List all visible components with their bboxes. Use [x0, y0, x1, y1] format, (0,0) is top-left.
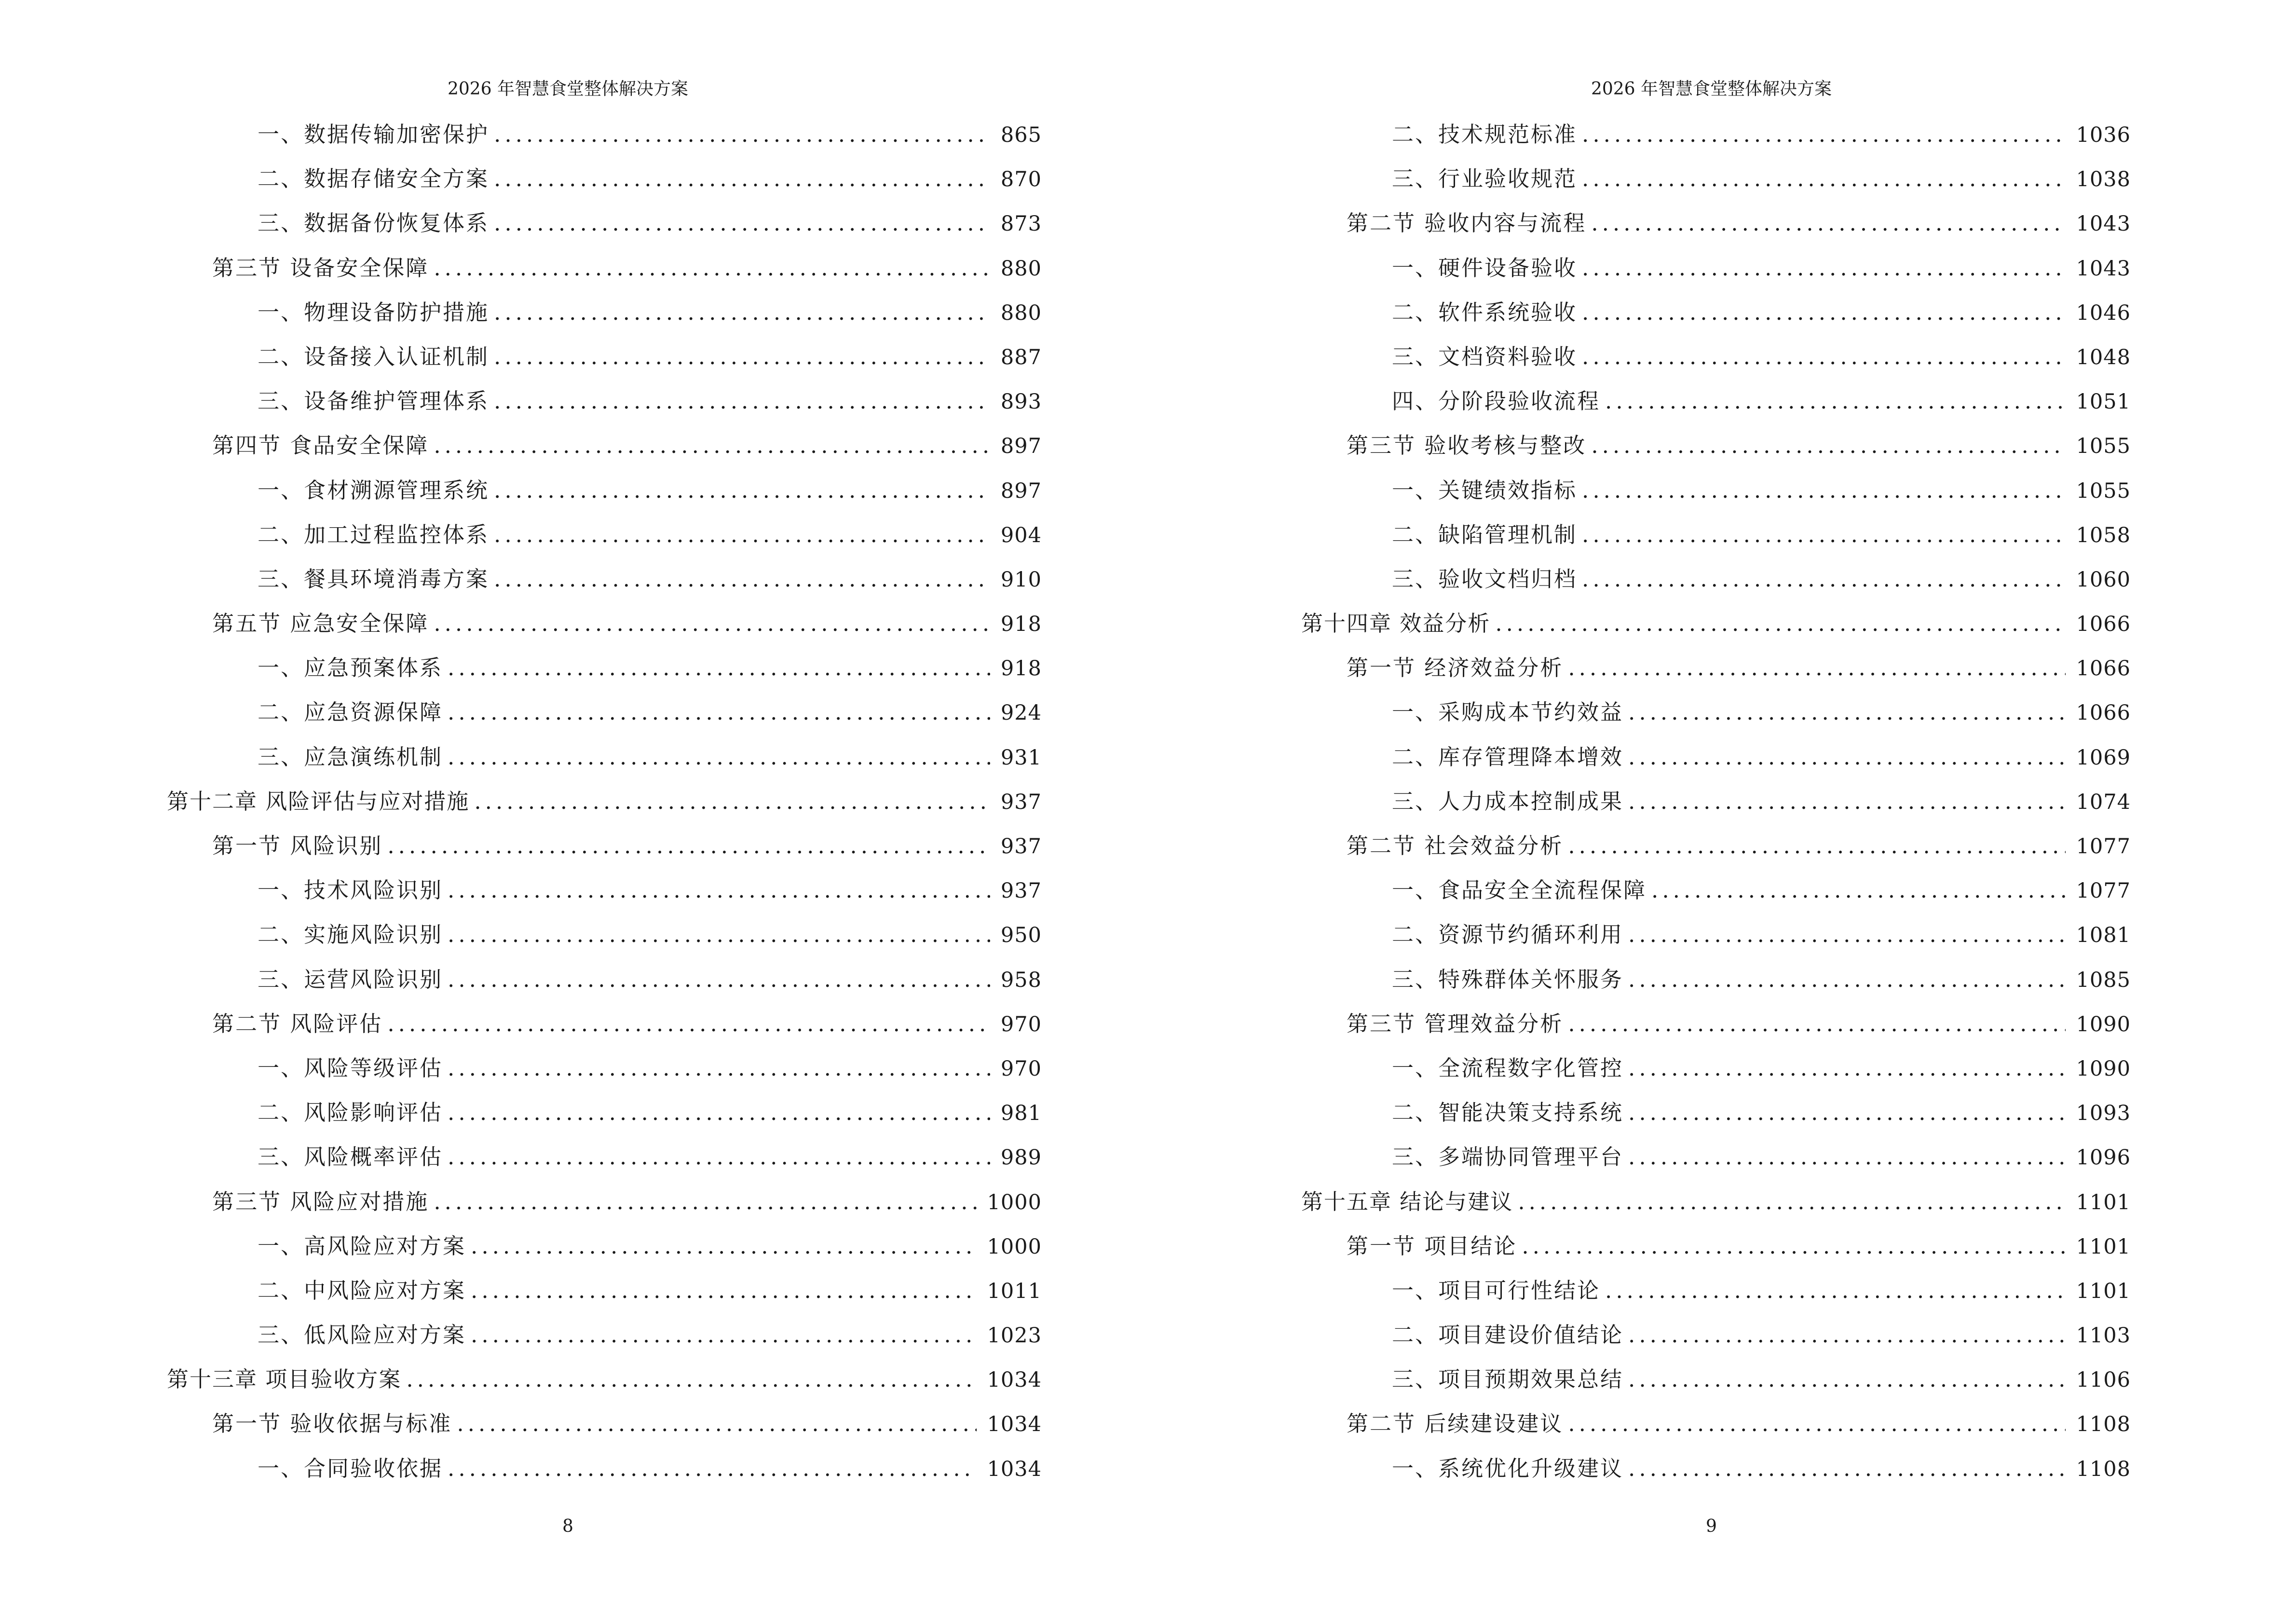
toc-entry-page-number: 1036	[2076, 123, 2131, 147]
toc-dot-leader	[1628, 1142, 2066, 1172]
toc-entry-title: 一、食材溯源管理系统	[258, 477, 490, 503]
page-number: 9	[1706, 1516, 1717, 1536]
toc-entry[interactable]	[1301, 1454, 2131, 1498]
toc-entry-page-number: 950	[1000, 923, 1042, 948]
toc-entry-title: 一、采购成本节约效益	[1392, 699, 1624, 725]
toc-entry-page-number: 897	[1000, 478, 1042, 503]
toc-entry-page-number: 1101	[2076, 1279, 2131, 1303]
toc-entry-title: 二、中风险应对方案	[258, 1277, 466, 1303]
toc-entry-page-number: 1108	[2076, 1412, 2131, 1437]
toc-entry[interactable]	[1301, 1009, 2131, 1053]
toc-dot-leader	[1582, 120, 2066, 150]
toc-entry-title: 一、硬件设备验收	[1392, 255, 1578, 281]
toc-entry-page-number: 1000	[987, 1190, 1042, 1215]
toc-dot-leader	[1568, 831, 2065, 861]
toc-entry-title: 二、库存管理降本增效	[1392, 744, 1624, 770]
toc-entry-title: 第十五章 结论与建议	[1301, 1188, 1513, 1215]
toc-entry[interactable]	[167, 520, 1042, 564]
toc-entry-title: 三、特殊群体关怀服务	[1392, 966, 1624, 992]
toc-dot-leader	[434, 253, 990, 283]
toc-entry-page-number: 1055	[2076, 434, 2131, 459]
toc-entry[interactable]	[167, 831, 1042, 875]
toc-dot-leader	[471, 1320, 977, 1350]
toc-entry[interactable]	[1301, 1142, 2131, 1187]
toc-entry[interactable]	[1301, 697, 2131, 742]
toc-entry-page-number: 1043	[2076, 256, 2131, 281]
toc-entry-page-number: 981	[1000, 1101, 1042, 1126]
toc-dot-leader	[448, 920, 990, 950]
toc-entry-title: 二、缺陷管理机制	[1392, 521, 1578, 547]
toc-entry-title: 第四节 食品安全保障	[212, 433, 429, 459]
toc-dot-leader	[406, 1365, 976, 1394]
toc-entry[interactable]	[167, 298, 1042, 342]
toc-entry[interactable]	[167, 1409, 1042, 1453]
toc-entry[interactable]	[1301, 520, 2131, 564]
page-number: 8	[562, 1516, 573, 1536]
toc-entry-page-number: 918	[1000, 612, 1042, 637]
toc-dot-leader	[1582, 564, 2066, 594]
toc-entry[interactable]	[167, 609, 1042, 653]
toc-entry-page-number: 1058	[2076, 523, 2131, 547]
toc-dot-leader	[1628, 1053, 2066, 1083]
toc-entry-page-number: 1074	[2076, 790, 2131, 814]
toc-entry[interactable]	[1301, 476, 2131, 520]
toc-entry-title: 二、设备接入认证机制	[258, 343, 490, 369]
toc-dot-leader	[457, 1409, 976, 1439]
toc-dot-leader	[1568, 1009, 2065, 1039]
toc-entry[interactable]	[167, 1320, 1042, 1365]
toc-dot-leader	[1605, 386, 2066, 416]
toc-dot-leader	[1495, 609, 2065, 639]
toc-entry[interactable]	[167, 564, 1042, 609]
toc-entry[interactable]	[167, 342, 1042, 386]
toc-entry[interactable]	[167, 208, 1042, 253]
toc-entry[interactable]	[1301, 253, 2131, 298]
toc-entry-page-number: 865	[1000, 123, 1042, 147]
toc-entry[interactable]	[167, 1454, 1042, 1498]
toc-entry-title: 第一节 经济效益分析	[1347, 655, 1564, 681]
toc-entry-title: 一、全流程数字化管控	[1392, 1055, 1624, 1081]
toc-entry-page-number: 1108	[2076, 1457, 2131, 1481]
toc-entry[interactable]	[1301, 431, 2131, 475]
toc-entry[interactable]	[1301, 342, 2131, 386]
toc-entry-title: 一、合同验收依据	[258, 1455, 443, 1481]
toc-entry[interactable]	[167, 164, 1042, 208]
toc-dot-leader	[494, 520, 990, 550]
toc-entry[interactable]	[1301, 164, 2131, 208]
toc-entry-title: 三、应急演练机制	[258, 744, 443, 770]
toc-entry-page-number: 1055	[2076, 478, 2131, 503]
toc-dot-leader	[1582, 520, 2066, 550]
toc-entry[interactable]	[1301, 1320, 2131, 1365]
toc-entry-page-number: 1034	[987, 1457, 1042, 1481]
toc-entry[interactable]	[167, 431, 1042, 475]
toc-entry-title: 一、技术风险识别	[258, 877, 443, 903]
toc-entry-title: 二、实施风险识别	[258, 922, 443, 948]
toc-entry-page-number: 880	[1000, 256, 1042, 281]
toc-entry-title: 三、文档资料验收	[1392, 343, 1578, 369]
toc-dot-leader	[1568, 653, 2065, 683]
toc-entry-title: 二、技术规范标准	[1392, 122, 1578, 147]
toc-entry-page-number: 910	[1000, 567, 1042, 592]
toc-dot-leader	[1628, 920, 2066, 950]
toc-entry-page-number: 1077	[2076, 879, 2131, 903]
toc-entry-title: 二、项目建设价值结论	[1392, 1322, 1624, 1348]
toc-entry-title: 三、低风险应对方案	[258, 1322, 466, 1348]
toc-entry-title: 第二节 后续建设建议	[1347, 1411, 1564, 1437]
toc-entry[interactable]	[1301, 1231, 2131, 1276]
toc-dot-leader	[471, 1276, 977, 1306]
toc-entry[interactable]	[1301, 386, 2131, 431]
toc-entry-page-number: 1066	[2076, 656, 2131, 681]
toc-entry-title: 二、加工过程监控体系	[258, 521, 490, 547]
toc-entry-title: 第十三章 项目验收方案	[167, 1366, 402, 1392]
toc-entry[interactable]	[167, 742, 1042, 787]
toc-dot-leader	[448, 965, 990, 995]
toc-entry[interactable]	[1301, 787, 2131, 831]
toc-entry[interactable]	[167, 787, 1042, 831]
toc-entry-page-number: 1069	[2076, 745, 2131, 770]
toc-entry-title: 一、食品安全全流程保障	[1392, 877, 1647, 903]
toc-dot-leader	[1518, 1187, 2065, 1217]
toc-entry-page-number: 931	[1000, 745, 1042, 770]
toc-entry-page-number: 937	[1000, 834, 1042, 859]
toc-entry-title: 第一节 项目结论	[1347, 1233, 1517, 1259]
toc-entry-title: 三、多端协同管理平台	[1392, 1144, 1624, 1170]
toc-entry-title: 第二节 社会效益分析	[1347, 833, 1564, 859]
toc-dot-leader	[1628, 1320, 2066, 1350]
toc-entry-page-number: 1093	[2076, 1101, 2131, 1126]
toc-entry[interactable]	[1301, 1053, 2131, 1098]
toc-entry-page-number: 1090	[2076, 1012, 2131, 1037]
toc-dot-leader	[494, 208, 990, 238]
toc-entry-title: 第三节 设备安全保障	[212, 255, 429, 281]
toc-dot-leader	[494, 164, 990, 194]
toc-entry-page-number: 1066	[2076, 612, 2131, 637]
toc-entry-page-number: 1034	[987, 1368, 1042, 1392]
toc-entry-page-number: 1043	[2076, 212, 2131, 236]
toc-entry[interactable]	[167, 1098, 1042, 1142]
toc-dot-leader	[1605, 1276, 2066, 1306]
toc-entry[interactable]	[1301, 831, 2131, 875]
toc-dot-leader	[1582, 476, 2066, 505]
toc-dot-leader	[434, 609, 990, 639]
toc-entry-title: 第十四章 效益分析	[1301, 611, 1491, 637]
page-header: 2026 年智慧食堂整体解决方案	[447, 79, 689, 99]
toc-entry-page-number: 958	[1000, 968, 1042, 992]
toc-dot-leader	[471, 1231, 977, 1261]
toc-dot-leader	[387, 1009, 990, 1039]
toc-dot-leader	[448, 697, 990, 727]
toc-entry[interactable]	[1301, 298, 2131, 342]
right-page	[1144, 0, 2287, 1624]
toc-dot-leader	[1628, 1365, 2066, 1394]
toc-entry[interactable]	[1301, 1365, 2131, 1409]
toc-entry-title: 第十二章 风险评估与应对措施	[167, 788, 470, 814]
toc-entry-title: 第一节 验收依据与标准	[212, 1411, 452, 1437]
toc-entry[interactable]	[167, 120, 1042, 164]
toc-entry-title: 三、餐具环境消毒方案	[258, 566, 490, 592]
toc-entry-title: 第三节 管理效益分析	[1347, 1010, 1564, 1037]
toc-entry-title: 一、数据传输加密保护	[258, 122, 490, 147]
toc-entry-page-number: 893	[1000, 390, 1042, 414]
toc-entry[interactable]	[167, 386, 1042, 431]
toc-entry-title: 三、验收文档归档	[1392, 566, 1578, 592]
toc-entry-title: 一、项目可行性结论	[1392, 1277, 1601, 1303]
toc-entry[interactable]	[1301, 564, 2131, 609]
page-header: 2026 年智慧食堂整体解决方案	[1591, 79, 1832, 99]
toc-dot-leader	[448, 1053, 990, 1083]
table-of-contents	[1301, 120, 2131, 1498]
toc-dot-leader	[448, 1142, 990, 1172]
toc-dot-leader	[448, 1098, 990, 1128]
toc-entry-title: 一、关键绩效指标	[1392, 477, 1578, 503]
toc-entry[interactable]	[167, 1365, 1042, 1409]
toc-entry-page-number: 1011	[987, 1279, 1042, 1303]
toc-dot-leader	[494, 298, 990, 328]
toc-entry-page-number: 937	[1000, 879, 1042, 903]
toc-entry-page-number: 918	[1000, 656, 1042, 681]
toc-entry-page-number: 1046	[2076, 300, 2131, 325]
toc-dot-leader	[1582, 253, 2066, 283]
toc-dot-leader	[387, 831, 990, 861]
toc-entry[interactable]	[1301, 742, 2131, 787]
toc-dot-leader	[494, 564, 990, 594]
toc-dot-leader	[494, 476, 990, 505]
toc-entry[interactable]	[167, 253, 1042, 298]
toc-entry-title: 四、分阶段验收流程	[1392, 388, 1601, 414]
toc-entry-title: 二、软件系统验收	[1392, 299, 1578, 325]
toc-entry-page-number: 1000	[987, 1234, 1042, 1259]
toc-entry-title: 第三节 风险应对措施	[212, 1188, 429, 1215]
toc-dot-leader	[494, 120, 990, 150]
toc-entry-page-number: 1048	[2076, 345, 2131, 369]
toc-dot-leader	[1628, 697, 2066, 727]
toc-entry-page-number: 1066	[2076, 701, 2131, 725]
toc-entry-page-number: 1077	[2076, 834, 2131, 859]
toc-entry-title: 三、行业验收规范	[1392, 166, 1578, 192]
toc-dot-leader	[434, 1187, 976, 1217]
toc-entry-page-number: 1060	[2076, 567, 2131, 592]
toc-entry[interactable]	[1301, 965, 2131, 1009]
toc-dot-leader	[494, 386, 990, 416]
toc-entry-page-number: 880	[1000, 300, 1042, 325]
toc-dot-leader	[1568, 1409, 2065, 1439]
toc-entry[interactable]	[1301, 1276, 2131, 1320]
toc-entry-page-number: 887	[1000, 345, 1042, 369]
toc-entry[interactable]	[167, 1187, 1042, 1231]
toc-entry-page-number: 1090	[2076, 1056, 2131, 1081]
toc-entry-title: 二、数据存储安全方案	[258, 166, 490, 192]
toc-entry[interactable]	[1301, 609, 2131, 653]
toc-entry-page-number: 1023	[987, 1324, 1042, 1348]
toc-entry-page-number: 1106	[2076, 1368, 2131, 1392]
toc-dot-leader	[1591, 208, 2065, 238]
toc-entry-title: 三、风险概率评估	[258, 1144, 443, 1170]
toc-entry[interactable]	[167, 1009, 1042, 1053]
toc-entry-title: 三、设备维护管理体系	[258, 388, 490, 414]
toc-entry-page-number: 897	[1000, 434, 1042, 459]
toc-entry-page-number: 1096	[2076, 1146, 2131, 1170]
toc-entry-title: 一、高风险应对方案	[258, 1233, 466, 1259]
toc-entry-title: 三、数据备份恢复体系	[258, 210, 490, 236]
toc-entry-title: 三、人力成本控制成果	[1392, 788, 1624, 814]
toc-entry-title: 第二节 验收内容与流程	[1347, 210, 1587, 236]
toc-dot-leader	[448, 875, 990, 905]
toc-entry[interactable]	[167, 1231, 1042, 1276]
toc-dot-leader	[1522, 1231, 2065, 1261]
toc-entry-title: 第五节 应急安全保障	[212, 611, 429, 637]
toc-entry-page-number: 924	[1000, 701, 1042, 725]
toc-entry[interactable]	[1301, 920, 2131, 964]
toc-dot-leader	[474, 787, 990, 817]
table-of-contents	[167, 120, 1042, 1498]
toc-entry-page-number: 1101	[2076, 1190, 2131, 1215]
toc-entry-title: 二、风险影响评估	[258, 1100, 443, 1126]
toc-dot-leader	[448, 653, 990, 683]
toc-entry[interactable]	[167, 476, 1042, 520]
toc-entry-title: 第二节 风险评估	[212, 1010, 383, 1037]
toc-entry[interactable]	[167, 697, 1042, 742]
toc-entry-page-number: 989	[1000, 1146, 1042, 1170]
toc-entry-page-number: 1101	[2076, 1234, 2131, 1259]
toc-entry[interactable]	[1301, 875, 2131, 920]
toc-entry-page-number: 937	[1000, 790, 1042, 814]
toc-entry-page-number: 1103	[2076, 1324, 2131, 1348]
toc-entry-page-number: 970	[1000, 1012, 1042, 1037]
toc-entry-title: 一、应急预案体系	[258, 655, 443, 681]
toc-entry-page-number: 1034	[987, 1412, 1042, 1437]
toc-entry-title: 一、风险等级评估	[258, 1055, 443, 1081]
toc-dot-leader	[434, 431, 990, 461]
toc-dot-leader	[1582, 164, 2066, 194]
toc-entry-page-number: 970	[1000, 1056, 1042, 1081]
toc-dot-leader	[1582, 342, 2066, 372]
toc-entry-title: 第一节 风险识别	[212, 833, 383, 859]
toc-dot-leader	[1651, 875, 2066, 905]
toc-entry[interactable]	[167, 1053, 1042, 1098]
toc-entry-page-number: 904	[1000, 523, 1042, 547]
toc-entry[interactable]	[167, 1142, 1042, 1187]
toc-entry-title: 三、运营风险识别	[258, 966, 443, 992]
toc-entry[interactable]	[1301, 120, 2131, 164]
toc-entry[interactable]	[1301, 1098, 2131, 1142]
toc-entry[interactable]	[167, 875, 1042, 920]
toc-dot-leader	[448, 1454, 977, 1484]
toc-dot-leader	[448, 742, 990, 772]
toc-entry-page-number: 1051	[2076, 390, 2131, 414]
toc-entry[interactable]	[1301, 1409, 2131, 1453]
toc-entry[interactable]	[1301, 1187, 2131, 1231]
toc-dot-leader	[1628, 1098, 2066, 1128]
toc-entry[interactable]	[167, 1276, 1042, 1320]
toc-entry-title: 一、系统优化升级建议	[1392, 1455, 1624, 1481]
toc-dot-leader	[1628, 742, 2066, 772]
toc-entry[interactable]	[167, 965, 1042, 1009]
toc-entry-page-number: 1081	[2076, 923, 2131, 948]
toc-entry-page-number: 1038	[2076, 167, 2131, 192]
toc-entry-title: 二、智能决策支持系统	[1392, 1100, 1624, 1126]
toc-dot-leader	[1591, 431, 2065, 461]
toc-dot-leader	[1628, 1454, 2066, 1484]
toc-dot-leader	[494, 342, 990, 372]
toc-dot-leader	[1628, 787, 2066, 817]
toc-dot-leader	[1582, 298, 2066, 328]
toc-entry-title: 一、物理设备防护措施	[258, 299, 490, 325]
toc-entry-title: 二、应急资源保障	[258, 699, 443, 725]
toc-entry[interactable]	[1301, 653, 2131, 697]
toc-entry[interactable]	[167, 920, 1042, 964]
toc-entry[interactable]	[167, 653, 1042, 697]
toc-entry-page-number: 1085	[2076, 968, 2131, 992]
toc-entry-title: 第三节 验收考核与整改	[1347, 433, 1587, 459]
toc-entry-page-number: 873	[1000, 212, 1042, 236]
toc-dot-leader	[1628, 965, 2066, 995]
toc-entry-page-number: 870	[1000, 167, 1042, 192]
toc-entry[interactable]	[1301, 208, 2131, 253]
toc-entry-title: 二、资源节约循环利用	[1392, 922, 1624, 948]
toc-entry-title: 三、项目预期效果总结	[1392, 1366, 1624, 1392]
